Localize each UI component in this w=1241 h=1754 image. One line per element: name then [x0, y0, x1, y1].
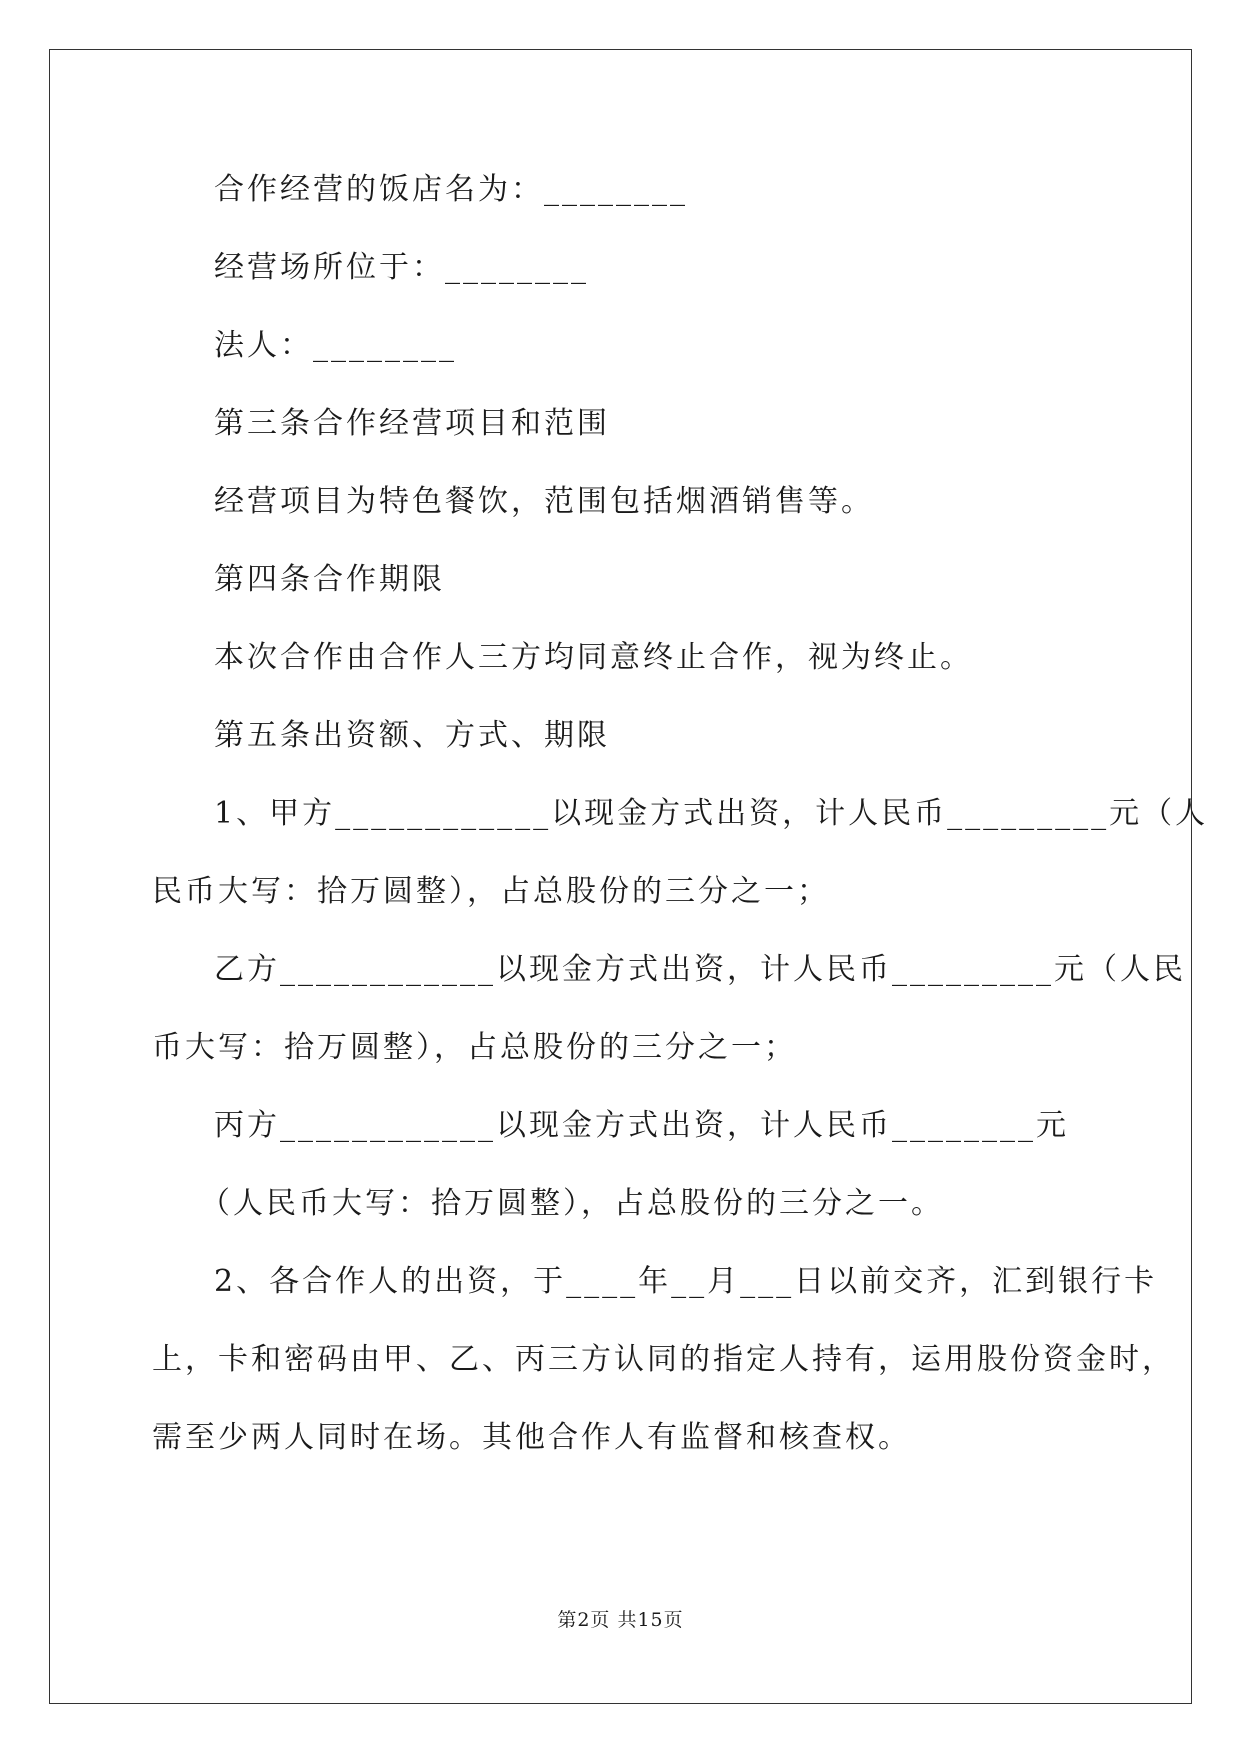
text-line: 币大写：拾万圆整），占总股份的三分之一； — [152, 1030, 797, 1065]
text-line: 本次合作由合作人三方均同意终止合作，视为终止。 — [214, 640, 973, 675]
text-line: 经营项目为特色餐饮，范围包括烟酒销售等。 — [214, 484, 874, 519]
article-heading: 第四条合作期限 — [214, 562, 445, 597]
article-heading: 第三条合作经营项目和范围 — [214, 406, 610, 441]
text-line: 2、各合作人的出资，于____年__月___日以前交齐，汇到银行卡 — [214, 1264, 1158, 1299]
text-line: 合作经营的饭店名为：________ — [214, 172, 688, 207]
text-line: （人民币大写：拾万圆整），占总股份的三分之一。 — [200, 1186, 944, 1221]
text-line: 民币大写：拾万圆整），占总股份的三分之一； — [152, 874, 830, 909]
article-heading: 第五条出资额、方式、期限 — [214, 718, 610, 753]
page-number-footer: 第2页 共15页 — [557, 1609, 684, 1631]
text-line: 丙方____________以现金方式出资，计人民币________元 — [214, 1108, 1069, 1143]
text-line: 乙方____________以现金方式出资，计人民币_________元（人民 — [214, 952, 1186, 987]
text-line: 经营场所位于：________ — [214, 250, 589, 285]
text-line: 上，卡和密码由甲、乙、丙三方认同的指定人持有，运用股份资金时， — [152, 1342, 1175, 1377]
text-line: 法人：________ — [214, 328, 457, 363]
text-line: 需至少两人同时在场。其他合作人有监督和核查权。 — [152, 1420, 911, 1455]
text-line: 1、甲方____________以现金方式出资，计人民币_________元（人 — [214, 796, 1209, 831]
